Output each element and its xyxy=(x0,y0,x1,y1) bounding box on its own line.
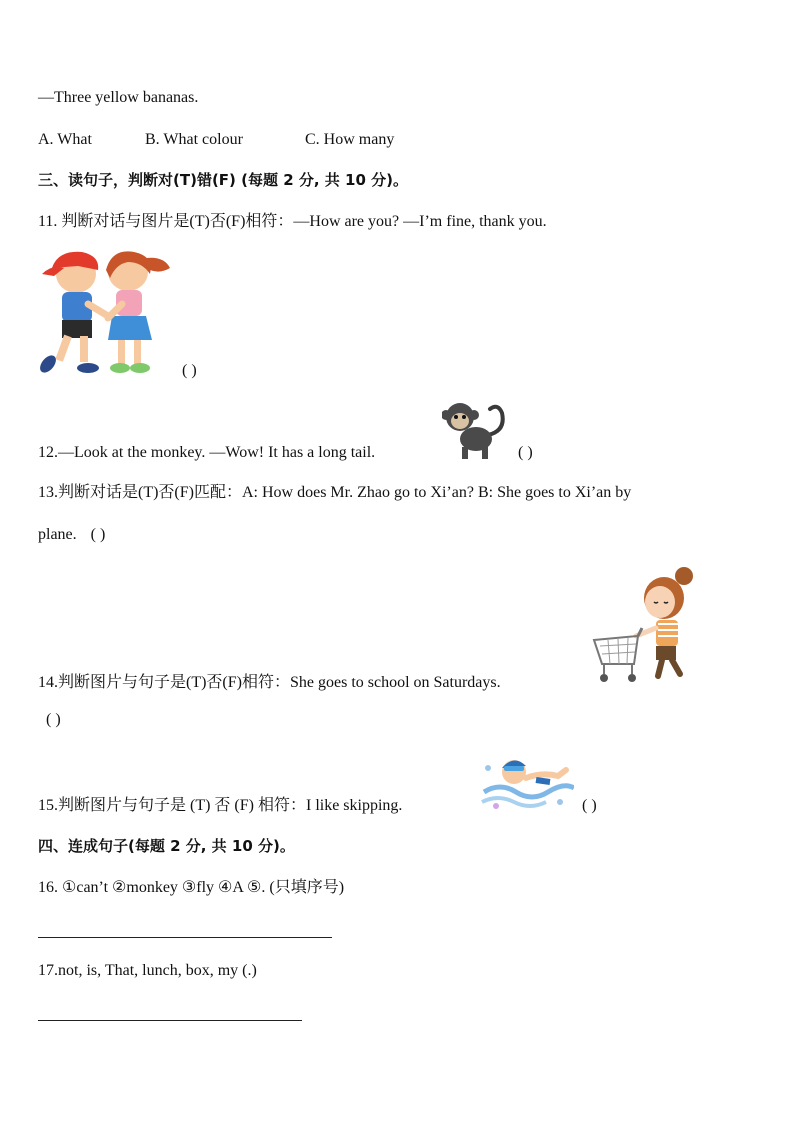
section-3-title: 三、读句子，判断对(T)错(F) (每题 2 分, 共 10 分)。 xyxy=(38,171,408,189)
monkey-image xyxy=(442,397,508,461)
q13-text-continued xyxy=(38,525,105,545)
option-a: A. What xyxy=(38,131,92,148)
q10-answer: —Three yellow bananas. xyxy=(38,89,199,106)
option-c: C. How many xyxy=(305,131,395,148)
q17-text: 17.not, is, That, lunch, box, my (.) xyxy=(38,962,257,979)
q13-answer-paren[interactable]: ( ) xyxy=(90,526,106,543)
q13-text-line2: plane. xyxy=(38,526,77,543)
q12-text: 12.—Look at the monkey. —Wow! It has a long tail. xyxy=(38,444,376,461)
swimming-boy-image xyxy=(480,748,574,812)
option-b: B. What colour xyxy=(145,131,243,148)
q16-answer-line[interactable] xyxy=(38,937,332,938)
q11-text: 11. 判断对话与图片是(T)否(F)相符：—How are you? —I’m fine, thank you. xyxy=(38,213,547,230)
girl-shopping-cart-image xyxy=(592,564,702,688)
q10-options xyxy=(38,130,394,150)
q15-answer-paren[interactable]: ( ) xyxy=(582,797,597,814)
q15-text: 15.判断图片与句子是 (T) 否 (F) 相符：I like skipping. xyxy=(38,797,403,814)
kids-holding-hands-image xyxy=(38,244,176,378)
section-4-title: 四、连成句子(每题 2 分, 共 10 分)。 xyxy=(38,837,295,855)
q16-text: 16. ①can’t ②monkey ③fly ④A ⑤. (只填序号) xyxy=(38,879,345,896)
q11-answer-paren[interactable]: ( ) xyxy=(182,362,197,379)
q17-answer-line[interactable] xyxy=(38,1020,302,1021)
q14-answer-paren[interactable]: ( ) xyxy=(46,711,61,728)
q12-answer-paren[interactable]: ( ) xyxy=(518,444,533,461)
q13-text: 13.判断对话是(T)否(F)匹配：A: How does Mr. Zhao go to Xi’an? B: She goes to Xi’an by xyxy=(38,484,632,501)
q14-text: 14.判断图片与句子是(T)否(F)相符：She goes to school on Saturdays. xyxy=(38,674,501,691)
